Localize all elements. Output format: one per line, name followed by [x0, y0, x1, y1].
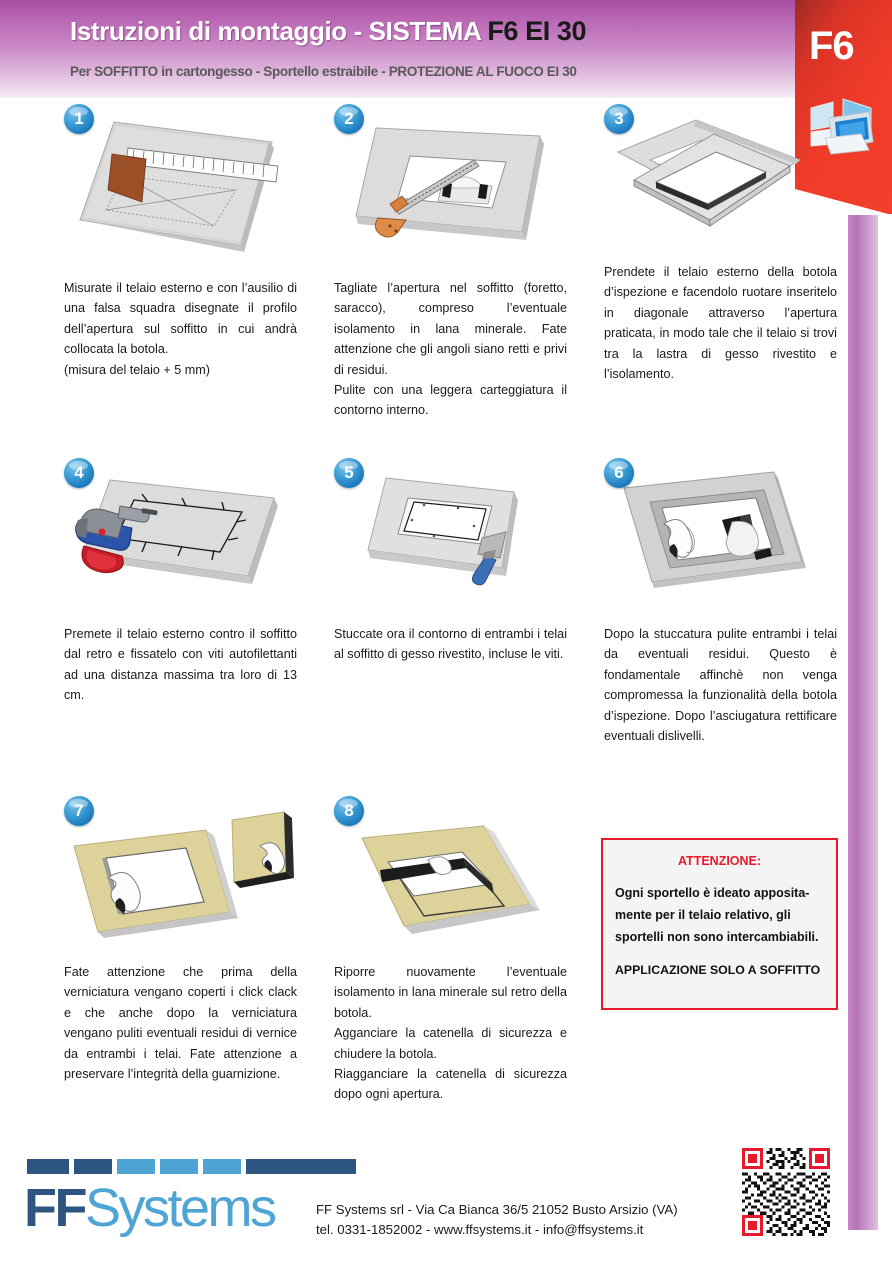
step-number-badge: 2: [334, 104, 364, 134]
step-8-figure: [334, 796, 567, 946]
step-number-badge: 5: [334, 458, 364, 488]
step-1: [64, 104, 297, 380]
step-3-text: [604, 262, 837, 384]
page-title-main: Istruzioni di montaggio - SISTEMA: [70, 16, 488, 46]
step-number-badge: 7: [64, 796, 94, 826]
step-4-figure: [64, 458, 297, 608]
product-badge-label: F6: [809, 24, 854, 68]
page-title-system: F6 EI 30: [487, 16, 587, 46]
step-6-text: [604, 624, 837, 746]
footer-contact: [316, 1200, 678, 1240]
logo-systems-text: Systems: [84, 1178, 275, 1238]
step-1-line-2: (misura del telaio + 5 mm): [64, 362, 210, 377]
step-5-figure: [334, 458, 567, 608]
step-6-figure: [604, 458, 837, 608]
step-2-figure: [334, 104, 567, 264]
step-6-line-1: Dopo la stuccatura pulite entrambi i telai da eventuali residui. Questo è fondamentale affinchè non venga compromessa la funzionalità della botola d’ispezione. Dopo l’asciugatura rettificare eventuali dislivelli.: [604, 627, 837, 743]
step-5-line-1: Stuccate ora il contorno di entrambi i telai al soffitto di gesso rivestito, incluse le viti.: [334, 627, 567, 662]
step-1-line-1: Misurate il telaio esterno e con l’ausilio di una falsa squadra disegnate il profilo dell’apertura sul soffitto in cui andrà collocata la botola.: [64, 281, 297, 357]
step-2-text: [334, 278, 567, 421]
step-5-text: [334, 624, 567, 665]
page-title: [70, 16, 586, 47]
step-2-line-2: Pulite con una leggera carteggiatura il contorno interno.: [334, 382, 567, 418]
step-number-badge: 6: [604, 458, 634, 488]
step-3: [604, 104, 837, 384]
step-7-line-1: Fate attenzione che prima della verniciatura vengano coperti i click clack e che anche dopo la verniciatura vengano puliti eventuali residui di vernice da entrambi i telai. Fate attenzione a preservare l’integrità della guarnizione.: [64, 965, 297, 1081]
step-8-line-2: Agganciare la catenella di sicurezza e chiudere la botola.: [334, 1026, 567, 1061]
attention-body-line-1: Ogni sportello è ideato apposita-: [615, 886, 810, 900]
logo-bars: [27, 1159, 356, 1174]
footer-phone-web: tel. 0331-1852002 - www.ffsystems.it - info@ffsystems.it: [316, 1222, 644, 1238]
step-4-line-1: Premete il telaio esterno contro il soffitto dal retro e fissatelo con viti autofilettanti ad una distanza massima tra loro di 13 cm.: [64, 627, 297, 703]
step-2-line-1: Tagliate l’apertura nel soffitto (foretto, saracco), compreso l’eventuale isolamento in lana minerale. Fate attenzione che gli angoli siano retti e privi di residui.: [334, 281, 567, 377]
step-1-text: [64, 278, 297, 380]
step-5: [334, 458, 567, 665]
step-1-figure: [64, 104, 297, 264]
step-4: [64, 458, 297, 706]
step-number-badge: 4: [64, 458, 94, 488]
step-7-figure: [64, 796, 297, 946]
attention-body: [615, 883, 824, 949]
step-number-badge: 8: [334, 796, 364, 826]
attention-title: ATTENZIONE:: [677, 854, 762, 868]
page-subtitle: Per SOFFITTO in cartongesso - Sportello estraibile - PROTEZIONE AL FUOCO EI 30: [70, 64, 577, 79]
footer-address: FF Systems srl - Via Ca Bianca 36/5 21052 Busto Arsizio (VA): [316, 1202, 678, 1217]
step-4-text: [64, 624, 297, 706]
step-8: [334, 796, 567, 1105]
step-3-figure: [604, 104, 837, 246]
step-number-badge: 1: [64, 104, 94, 134]
step-3-line-1: Prendete il telaio esterno della botola d’ispezione e facendolo ruotare inseritelo in diagonale attraverso l’apertura praticata, in modo tale che il telaio si trovi tra la lastra di gesso rivestito e l’isolamento.: [604, 265, 837, 381]
step-7-text: [64, 962, 297, 1084]
step-6: [604, 458, 837, 746]
step-8-line-1: Riporre nuovamente l’eventuale isolamento in lana minerale sul retro della botola.: [334, 965, 567, 1020]
attention-footer-line: APPLICAZIONE SOLO A SOFFITTO: [615, 962, 821, 977]
page-header: [0, 0, 892, 98]
logo-ff-text: FF: [24, 1178, 85, 1238]
attention-box: [601, 838, 838, 1010]
qr-code[interactable]: [742, 1148, 830, 1236]
attention-body-line-3: sportelli non sono intercambiabili.: [615, 929, 819, 944]
step-7: [64, 796, 297, 1084]
step-number-badge: 3: [604, 104, 634, 134]
step-8-text: [334, 962, 567, 1105]
attention-body-line-2: mente per il telaio relativo, gli: [615, 907, 791, 922]
step-2: [334, 104, 567, 421]
company-logo: [24, 1178, 275, 1238]
step-8-line-3: Riagganciare la catenella di sicurezza dopo ogni apertura.: [334, 1066, 567, 1102]
